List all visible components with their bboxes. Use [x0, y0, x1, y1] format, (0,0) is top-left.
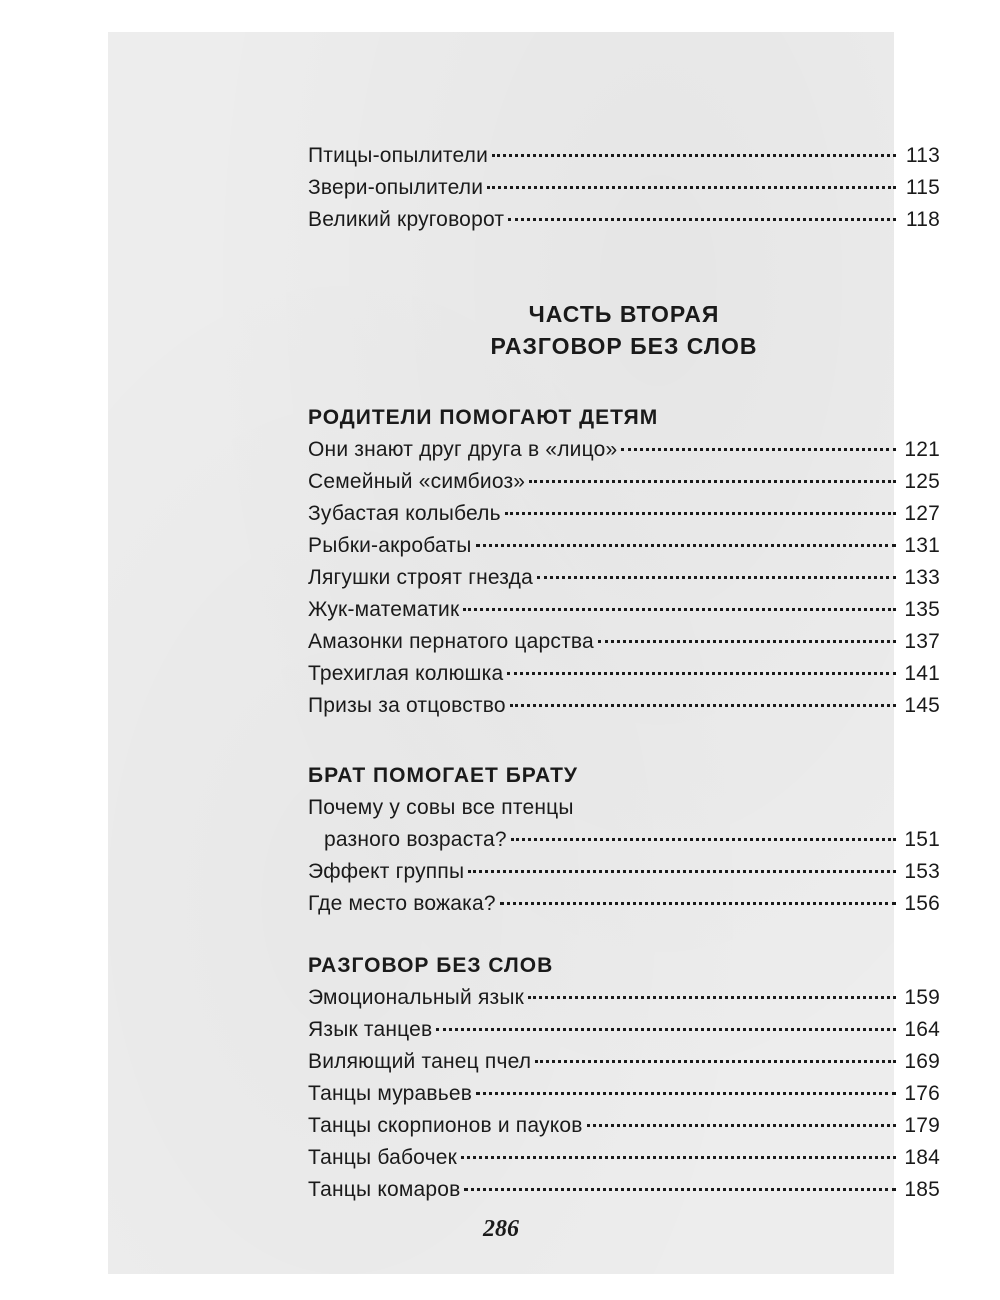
dot-leader: [598, 640, 896, 643]
dot-leader: [529, 480, 896, 483]
toc-entry-title: Жук-математик: [308, 598, 460, 621]
toc-entry-title: Виляющий танец пчел: [308, 1050, 532, 1073]
dot-leader: [511, 838, 896, 841]
toc-entry: [308, 140, 940, 172]
toc-entry-page: 169: [904, 1050, 940, 1073]
toc-entry-page: 115: [905, 176, 940, 199]
dot-leader: [537, 576, 896, 579]
toc-entry: [308, 1174, 940, 1206]
dot-leader: [535, 1060, 896, 1063]
part-heading-number: ЧАСТЬ ВТОРАЯ: [528, 301, 720, 327]
toc-entry-title: Почему у совы все птенцы: [308, 796, 574, 819]
toc-entry: [308, 1014, 940, 1046]
toc-entry: [308, 498, 940, 530]
toc-entry-page: 133: [904, 566, 940, 589]
toc-entry: [308, 172, 940, 204]
toc-entry: [308, 982, 940, 1014]
toc-entry-page: 113: [905, 144, 940, 167]
dot-leader: [468, 870, 896, 873]
toc-entry-page: 151: [904, 828, 940, 851]
dot-leader: [587, 1124, 896, 1127]
table-of-contents: [308, 140, 940, 1206]
toc-entry: [308, 824, 940, 856]
toc-entry-page: 176: [904, 1082, 940, 1105]
toc-entry-page: 184: [904, 1146, 940, 1169]
toc-entry-title: Трехиглая колюшка: [308, 662, 504, 685]
toc-entry-page: 137: [904, 630, 940, 653]
toc-entry-title: Танцы муравьев: [308, 1082, 473, 1105]
toc-entry: [308, 626, 940, 658]
dot-leader: [508, 218, 896, 221]
toc-entry: [308, 1046, 940, 1078]
toc-entry-title: Танцы комаров: [308, 1178, 461, 1201]
section-heading: РОДИТЕЛИ ПОМОГАЮТ ДЕТЯМ: [308, 406, 659, 429]
toc-entry: [308, 658, 940, 690]
toc-entry-page: 145: [904, 694, 940, 717]
toc-entry-page: 159: [904, 986, 940, 1009]
dot-leader: [464, 1188, 896, 1191]
toc-entry: [308, 690, 940, 722]
toc-entry-title: Эффект группы: [308, 860, 465, 883]
toc-entry: [308, 530, 940, 562]
toc-entry-page: 127: [904, 502, 940, 525]
toc-entry-title: Рыбки-акробаты: [308, 534, 472, 557]
dot-leader: [621, 448, 896, 451]
toc-entry-title: Эмоциональный язык: [308, 986, 525, 1009]
toc-entry: [308, 466, 940, 498]
section-heading: БРАТ ПОМОГАЕТ БРАТУ: [308, 764, 578, 787]
toc-entry-title: Звери-опылители: [308, 176, 484, 199]
dot-leader: [487, 186, 896, 189]
toc-entry-page: 156: [904, 892, 940, 915]
dot-leader: [436, 1028, 896, 1031]
toc-entry: [308, 434, 940, 466]
toc-entry-page: 125: [904, 470, 940, 493]
toc-entry-title: Танцы бабочек: [308, 1146, 457, 1169]
page-number: 286: [483, 1216, 519, 1242]
toc-entry: [308, 1110, 940, 1142]
dot-leader: [528, 996, 896, 999]
toc-entry-title: Призы за отцовство: [308, 694, 506, 717]
section-heading: РАЗГОВОР БЕЗ СЛОВ: [308, 954, 554, 977]
toc-entry-title: Великий круговорот: [308, 208, 505, 231]
dot-leader: [492, 154, 896, 157]
dot-leader: [463, 608, 896, 611]
dot-leader: [505, 512, 896, 515]
toc-entry-page: 118: [905, 208, 940, 231]
book-page: [108, 32, 940, 1274]
toc-entry: [308, 594, 940, 626]
toc-entry: [308, 562, 940, 594]
toc-entry-title: Язык танцев: [308, 1018, 433, 1041]
toc-entry-page: 153: [904, 860, 940, 883]
toc-entry: [308, 888, 940, 920]
toc-entry-title: Лягушки строят гнезда: [308, 566, 533, 589]
toc-entry-page: 131: [904, 534, 940, 557]
toc-entry-title: Птицы-опылители: [308, 144, 489, 167]
toc-entry: [308, 1142, 940, 1174]
toc-entry-title: Где место вожака?: [308, 892, 496, 915]
dot-leader: [510, 704, 896, 707]
toc-entry: [308, 1078, 940, 1110]
dot-leader: [461, 1156, 896, 1159]
toc-entry: [308, 204, 940, 236]
toc-entry-first-line: [308, 792, 940, 824]
dot-leader: [476, 1092, 896, 1095]
toc-entry-title: Они знают друг друга в «лицо»: [308, 438, 618, 461]
toc-entry-page: 185: [904, 1178, 940, 1201]
toc-entry-page: 164: [904, 1018, 940, 1041]
toc-entry-page: 179: [904, 1114, 940, 1137]
dot-leader: [507, 672, 896, 675]
toc-entry: [308, 856, 940, 888]
part-heading-title: РАЗГОВОР БЕЗ СЛОВ: [490, 333, 758, 359]
toc-entry-title: Семейный «симбиоз»: [308, 470, 526, 493]
dot-leader: [476, 544, 896, 547]
dot-leader: [500, 902, 896, 905]
toc-entry-title: Амазонки пернатого царства: [308, 630, 594, 653]
toc-entry-title-continued: разного возраста?: [324, 828, 507, 851]
toc-entry-page: 121: [904, 438, 940, 461]
toc-entry-title: Зубастая колыбель: [308, 502, 501, 525]
toc-entry-page: 141: [904, 662, 940, 685]
toc-entry-title: Танцы скорпионов и пауков: [308, 1114, 583, 1137]
toc-entry-page: 135: [904, 598, 940, 621]
